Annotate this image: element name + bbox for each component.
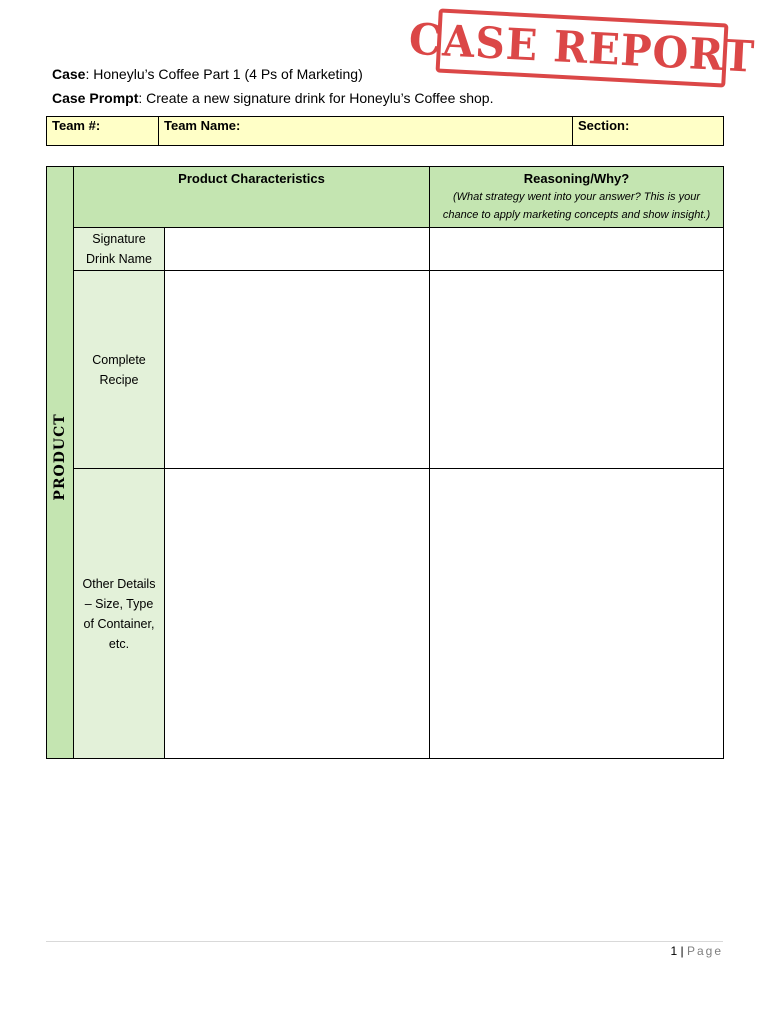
signature-drink-name-reasoning[interactable] xyxy=(430,228,724,271)
team-name-field[interactable]: Team Name: xyxy=(159,117,573,146)
signature-drink-name-label: Signature Drink Name xyxy=(74,228,165,271)
product-table xyxy=(46,166,724,759)
reasoning-title: Reasoning/Why? xyxy=(523,171,630,186)
product-characteristics-header: Product Characteristics xyxy=(74,167,430,228)
other-details-reasoning[interactable] xyxy=(430,469,724,759)
reasoning-note: (What strategy went into your answer? This is your chance to apply marketing concepts and show insight.) xyxy=(442,191,711,221)
team-info-table xyxy=(46,116,724,146)
case-label: Case xyxy=(52,66,86,82)
product-side-label: PRODUCT xyxy=(52,412,68,501)
footer-separator: | xyxy=(680,944,684,958)
complete-recipe-label: Complete Recipe xyxy=(74,271,165,469)
case-report-stamp: CASE REPORT xyxy=(436,8,729,87)
page-number: 1 xyxy=(670,944,678,958)
section-field[interactable]: Section: xyxy=(573,117,724,146)
case-text: : Honeylu’s Coffee Part 1 (4 Ps of Marketing) xyxy=(85,66,363,82)
footer-divider xyxy=(46,941,723,942)
case-prompt-line xyxy=(52,90,494,106)
complete-recipe-reasoning[interactable] xyxy=(430,271,724,469)
team-number-field[interactable]: Team #: xyxy=(47,117,159,146)
page-footer xyxy=(670,944,723,958)
product-side-label-cell xyxy=(47,167,74,759)
reasoning-header xyxy=(430,167,724,228)
signature-drink-name-answer[interactable] xyxy=(165,228,430,271)
other-details-label: Other Details – Size, Type of Container, etc. xyxy=(74,469,165,759)
case-line xyxy=(52,66,363,82)
complete-recipe-answer[interactable] xyxy=(165,271,430,469)
case-prompt-text: : Create a new signature drink for Honeylu’s Coffee shop. xyxy=(138,90,494,106)
case-prompt-label: Case Prompt xyxy=(52,90,139,106)
page-word: Page xyxy=(686,944,723,958)
other-details-answer[interactable] xyxy=(165,469,430,759)
